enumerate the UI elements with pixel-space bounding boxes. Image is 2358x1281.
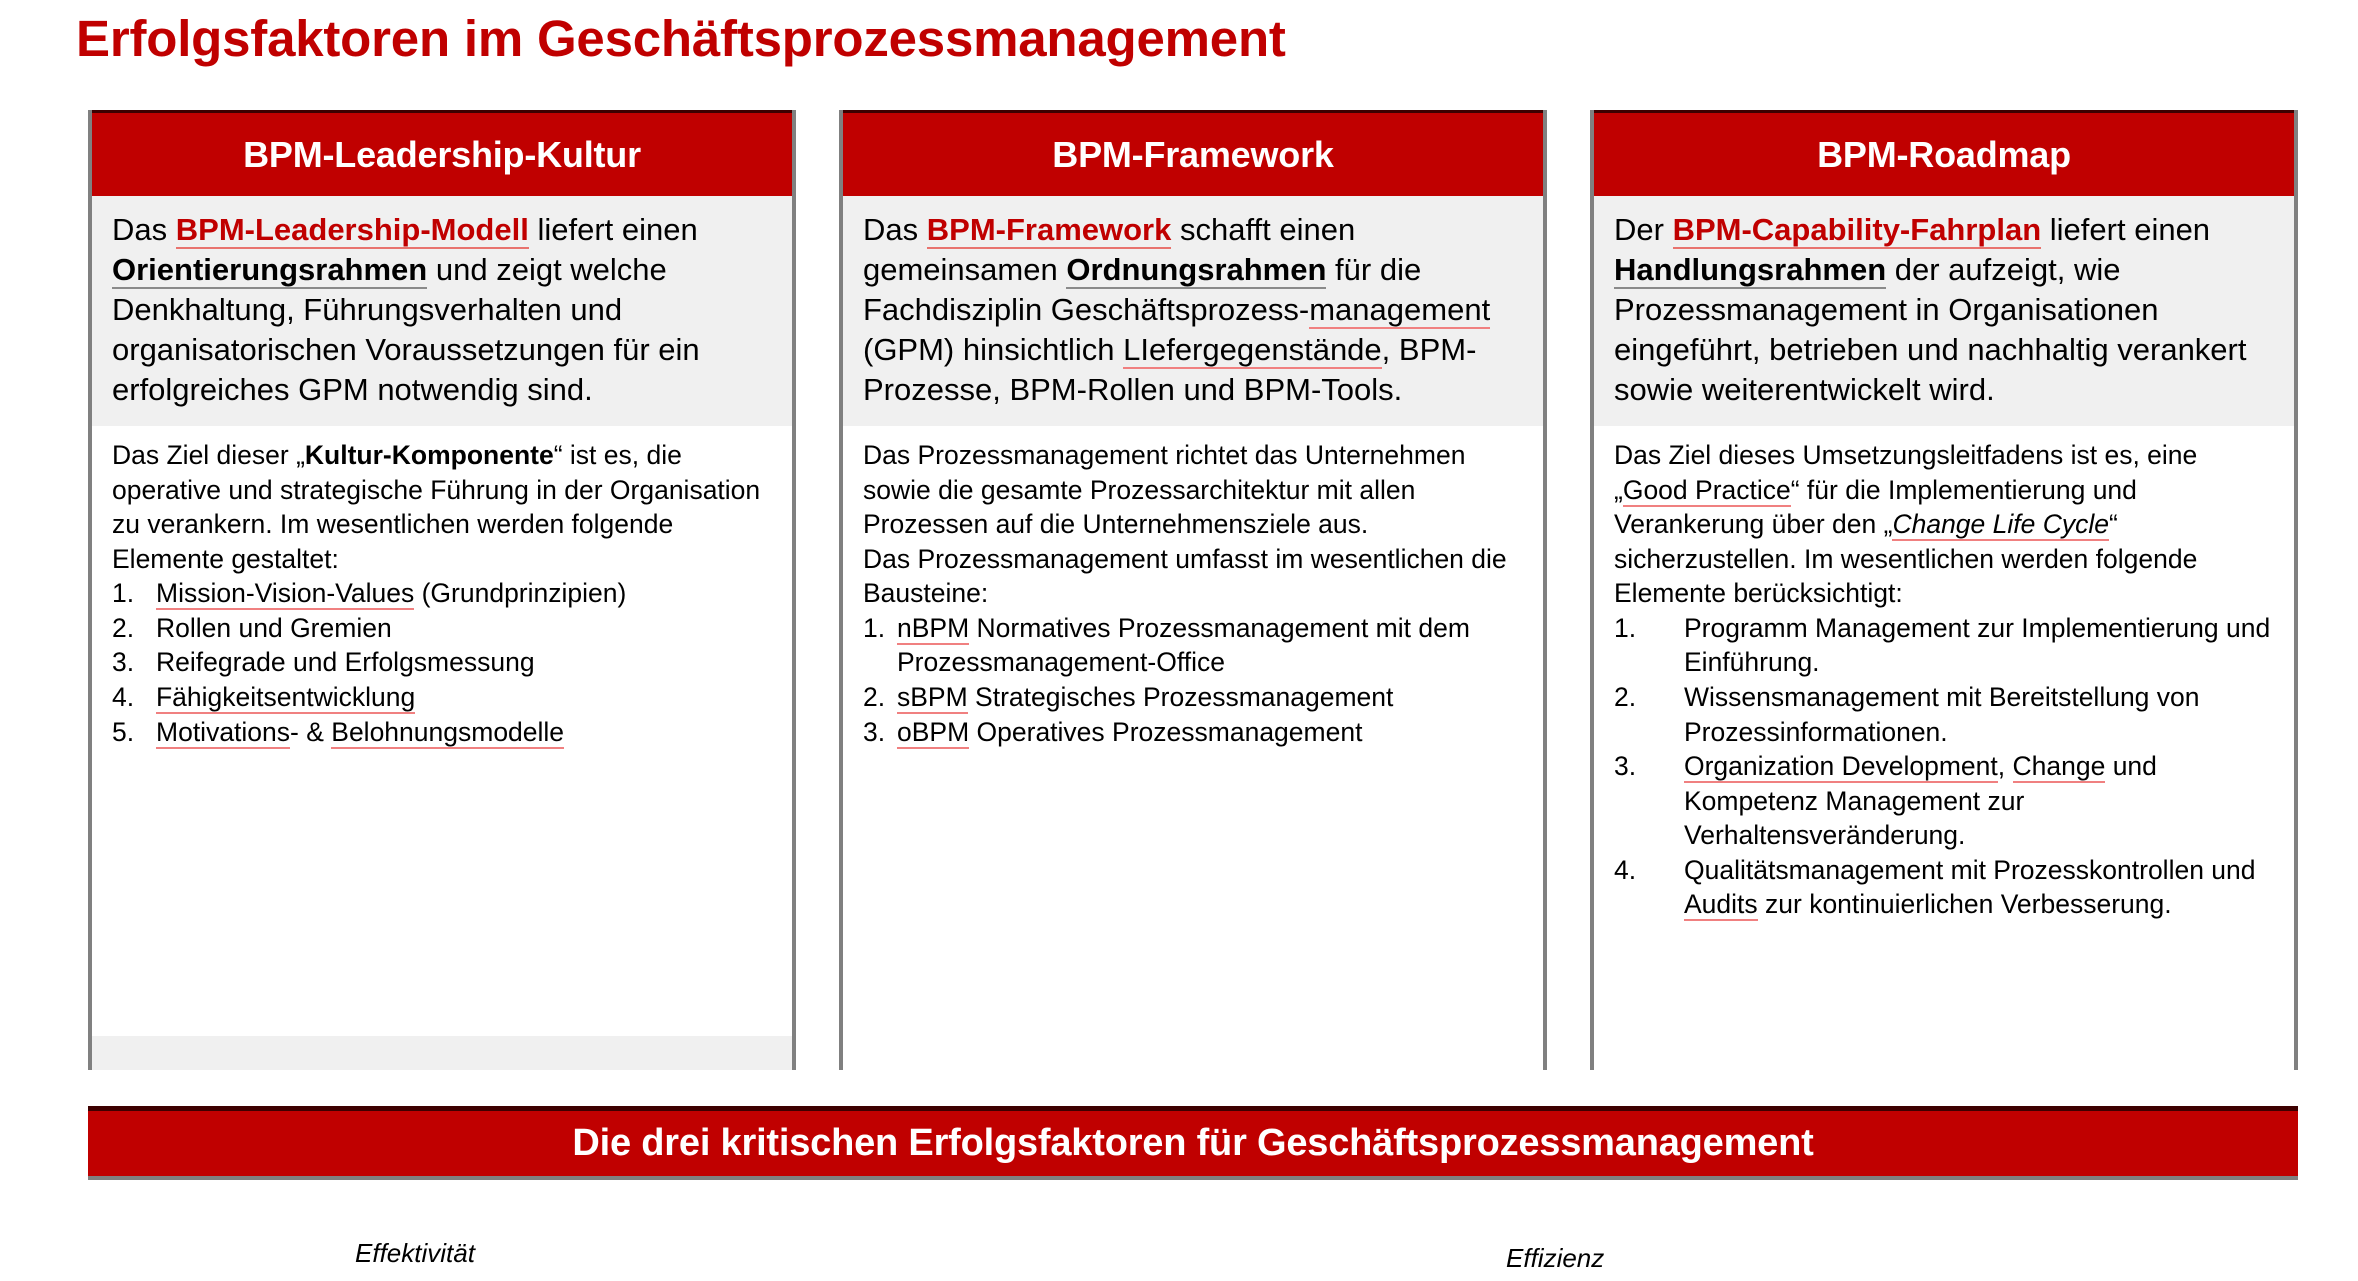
list-text-underlined-2: Change bbox=[2012, 751, 2106, 782]
list-number: 1. bbox=[1614, 612, 1637, 643]
list-text bbox=[1684, 611, 2274, 680]
list-item bbox=[1614, 853, 2274, 922]
list-item bbox=[112, 576, 772, 611]
card-bpm-framework bbox=[839, 110, 1547, 1070]
list-text-pre: Programm Management zur Implementierung und Einführung. bbox=[1684, 612, 2271, 678]
lede-bold-term-2: Ordnungsrahmen bbox=[1066, 251, 1327, 287]
body-intro-2: Das Prozessmanagement richtet das Unternehmen sowie die gesamte Prozessarchitektur mit allen Prozessen auf die Unternehmensziele aus. bbox=[863, 439, 1466, 540]
list-item bbox=[112, 645, 772, 680]
list-3 bbox=[1614, 611, 2274, 922]
list-text bbox=[897, 715, 1523, 750]
list-text-pre: Reifegrade und Erfolgsmessung bbox=[156, 647, 535, 678]
list-text bbox=[156, 645, 772, 680]
list-text bbox=[897, 680, 1523, 715]
list-item bbox=[1614, 680, 2274, 749]
lede-mid-1: liefert einen bbox=[528, 212, 698, 247]
lede-bold-term-1: Orientierungsrahmen bbox=[112, 251, 428, 287]
card-body-3 bbox=[1594, 426, 2294, 1070]
lede-bold-term-3: Handlungsrahmen bbox=[1614, 251, 1887, 287]
list-text-post: (Grundprinzipien) bbox=[414, 578, 627, 609]
list-text-underlined: Organization Development bbox=[1684, 751, 1998, 782]
list-text bbox=[156, 715, 772, 750]
lede-red-term-3: BPM-Capability-Fahrplan bbox=[1672, 212, 2042, 247]
lede-post-sq2-2: LIefergegenstände bbox=[1123, 331, 1382, 367]
lede-post-3: der aufzeigt, wie Prozessmanagement in Organisationen eingeführt, betrieben und nachhaltig verankert sowie weiterentwickelt wird. bbox=[1614, 251, 2247, 407]
list-item bbox=[863, 715, 1523, 750]
list-text bbox=[1684, 680, 2274, 749]
lede-pre-2: Das bbox=[863, 212, 927, 247]
list-number: 2. bbox=[863, 681, 886, 712]
list-text-underlined: sBPM bbox=[897, 681, 968, 712]
list-text-post-2: und Kompetenz Management zur Verhaltensveränderung. bbox=[1684, 751, 2157, 851]
lede-red-term-2: BPM-Framework bbox=[926, 212, 1172, 247]
lede-pre-1: Das bbox=[112, 212, 176, 247]
columns-container bbox=[88, 110, 2298, 1070]
list-number: 2. bbox=[112, 612, 135, 643]
lede-red-term-1: BPM-Leadership-Modell bbox=[175, 212, 529, 247]
lede-pre-3: Der bbox=[1614, 212, 1673, 247]
list-text-underlined: Audits bbox=[1684, 889, 1758, 920]
lede-post-1: und zeigt welche Denkhaltung, Führungsverhalten und organisatorischen Voraussetzungen für ein erfolgreiches GPM notwendig sind. bbox=[112, 251, 700, 407]
list-2 bbox=[863, 611, 1523, 749]
body-intro-1 bbox=[112, 438, 772, 576]
list-text bbox=[897, 611, 1523, 680]
list-text-post: Normatives Prozessmanagement mit dem Prozessmanagement-Office bbox=[897, 612, 1470, 678]
lede-post-c-2: , BPM-Prozesse, BPM-Rollen und BPM-Tools. bbox=[863, 331, 1477, 407]
card-header-1 bbox=[92, 110, 792, 196]
list-1 bbox=[112, 576, 772, 749]
list-number: 4. bbox=[1614, 854, 1637, 885]
body-intro-ital-3: Change Life Cycle bbox=[1892, 509, 2109, 540]
bottom-banner bbox=[88, 1106, 2298, 1180]
list-number: 3. bbox=[1614, 751, 1637, 782]
list-text-pre: Wissensmanagement mit Bereitstellung von Prozessinformationen. bbox=[1684, 681, 2200, 747]
list-text bbox=[156, 611, 772, 646]
body-intro-b-3: “ für die Implementierung und Verankerung über den „ bbox=[1614, 474, 2137, 540]
list-text-pre: Qualitätsmanagement mit Prozesskontrollen und bbox=[1684, 854, 2256, 885]
footer-label-effektivitaet: Effektivität bbox=[355, 1238, 475, 1268]
list-number: 4. bbox=[112, 681, 135, 712]
list-text-post: zur kontinuierlichen Verbesserung. bbox=[1757, 889, 2172, 920]
list-item bbox=[1614, 749, 2274, 853]
list-text-underlined: oBPM bbox=[897, 716, 970, 747]
card-lede-1 bbox=[92, 196, 792, 426]
list-text-pre: Rollen und Gremien bbox=[156, 612, 392, 643]
page-title: Erfolgsfaktoren im Geschäftsprozessmanagement bbox=[76, 10, 1286, 67]
list-number: 2. bbox=[1614, 681, 1637, 712]
card-bpm-roadmap bbox=[1590, 110, 2298, 1070]
card-body-2 bbox=[843, 426, 1543, 1070]
list-text-underlined: Fähigkeitsentwicklung bbox=[156, 681, 416, 712]
list-text-post: Strategisches Prozessmanagement bbox=[967, 681, 1394, 712]
list-item bbox=[112, 680, 772, 715]
body-intro-a-3: Das Ziel dieses Umsetzungsleitfadens ist es, eine „ bbox=[1614, 439, 2198, 505]
list-number: 1. bbox=[863, 612, 886, 643]
list-item bbox=[1614, 611, 2274, 680]
list-text-underlined: Motivations bbox=[156, 716, 291, 747]
list-text-underlined: Mission-Vision-Values bbox=[156, 578, 415, 609]
card-header-2 bbox=[843, 110, 1543, 196]
bottom-banner-text: Die drei kritischen Erfolgsfaktoren für Geschäftsprozessmanagement bbox=[572, 1122, 1814, 1164]
footer-label-effizienz: Effizienz bbox=[1506, 1243, 1605, 1273]
list-item bbox=[863, 680, 1523, 715]
card-lede-3 bbox=[1594, 196, 2294, 426]
lede-post-b-2: (GPM) hinsichtlich bbox=[863, 331, 1124, 367]
list-number: 5. bbox=[112, 716, 135, 747]
card-header-title-1: BPM-Leadership-Kultur bbox=[243, 133, 641, 175]
lede-mid-2: schafft einen gemeinsamen bbox=[863, 212, 1356, 287]
list-item bbox=[112, 611, 772, 646]
card-body-1 bbox=[92, 426, 792, 1070]
card-bpm-leadership-kultur bbox=[88, 110, 796, 1070]
list-text-post: , bbox=[1997, 751, 2013, 782]
body-intro-b-1: “ ist es, die operative und strategische Führung in der Organisation zu verankern. Im wesentlichen werden folgende Elemente gestaltet: bbox=[112, 439, 761, 574]
lede-post-sq-2: management bbox=[1309, 291, 1491, 327]
list-item bbox=[112, 715, 772, 750]
list-item bbox=[863, 611, 1523, 680]
body-intro-a-1: Das Ziel dieser „ bbox=[112, 439, 305, 470]
list-text-post: Operatives Prozessmanagement bbox=[969, 716, 1363, 747]
card-lede-2 bbox=[843, 196, 1543, 426]
lede-post-a-2: für die Fachdisziplin Geschäftsprozess- bbox=[863, 251, 1422, 327]
list-text bbox=[1684, 853, 2274, 922]
list-text-post: - & bbox=[290, 716, 332, 747]
lede-mid-3: liefert einen bbox=[2041, 212, 2211, 247]
body-intro-c-3: “ sicherzustellen. Im wesentlichen werden folgende Elemente berücksichtigt: bbox=[1614, 509, 2198, 609]
list-text-underlined-2: Belohnungsmodelle bbox=[331, 716, 565, 747]
card-header-title-2: BPM-Framework bbox=[1052, 133, 1334, 175]
list-text bbox=[1684, 749, 2274, 853]
list-number: 1. bbox=[112, 578, 135, 609]
list-text bbox=[156, 680, 772, 715]
list-text-underlined: nBPM bbox=[897, 612, 970, 643]
body-intro-3 bbox=[1614, 438, 2274, 611]
body-intro2-2: Das Prozessmanagement umfasst im wesentlichen die Bausteine: bbox=[863, 543, 1507, 609]
list-text bbox=[156, 576, 772, 611]
body-intro-bold-1: Kultur-Komponente bbox=[304, 439, 554, 470]
list-number: 3. bbox=[863, 716, 886, 747]
card-header-title-3: BPM-Roadmap bbox=[1817, 133, 2071, 175]
body-intro-sq-3: Good Practice bbox=[1622, 474, 1791, 505]
card-header-3 bbox=[1594, 110, 2294, 196]
list-number: 3. bbox=[112, 647, 135, 678]
